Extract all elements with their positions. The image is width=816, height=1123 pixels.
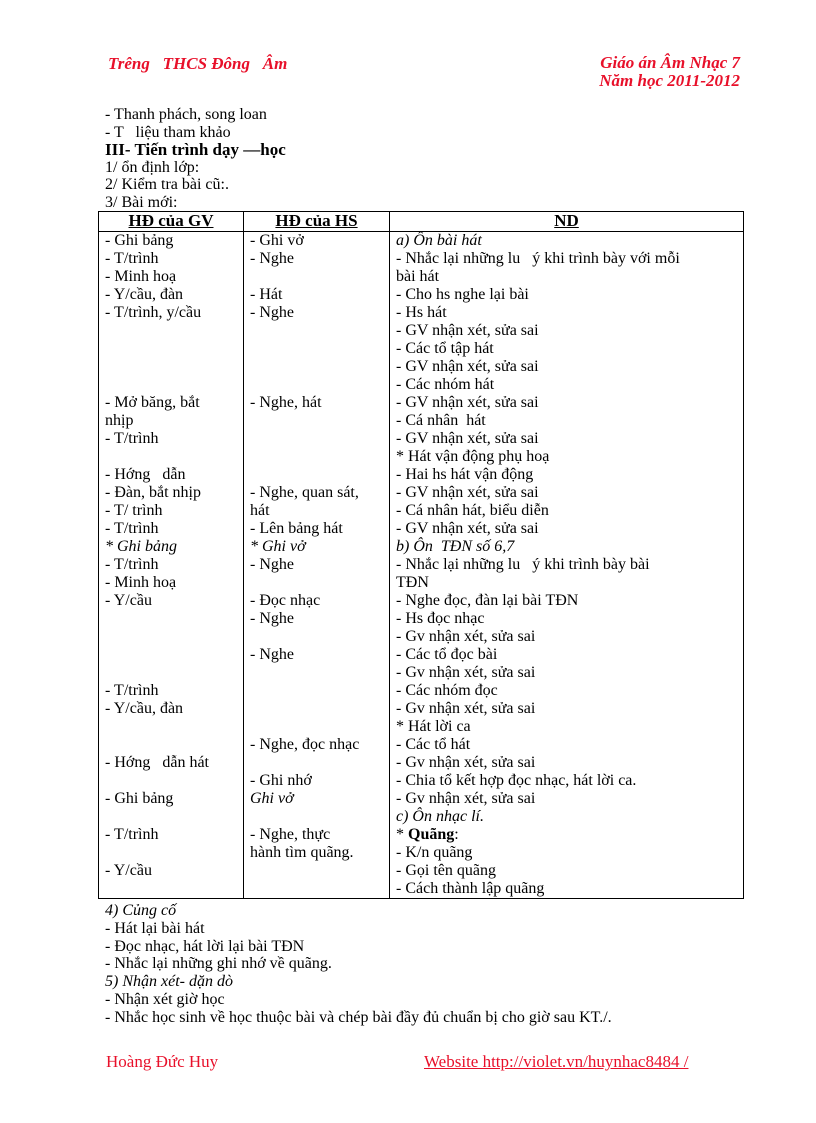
outro-heading: 4) Củng cố bbox=[105, 902, 177, 919]
intro-section bbox=[105, 106, 745, 212]
nd-cell-line: - GV nhận xét, sửa sai bbox=[396, 430, 539, 447]
intro-line: - Thanh phách, song loan bbox=[105, 106, 267, 123]
nd-cell-line: - K/n quãng bbox=[396, 844, 473, 861]
nd-cell-line: a) Ôn bài hát bbox=[396, 232, 482, 249]
hs-cell-line bbox=[250, 340, 389, 358]
nd-cell-line: bài hát bbox=[396, 268, 440, 285]
step-line: 3/ Bài mới: bbox=[105, 193, 178, 211]
gv-cell-line: - Minh hoạ bbox=[105, 574, 177, 591]
nd-cell-line: - GV nhận xét, sửa sai bbox=[396, 484, 539, 501]
hs-cell-line bbox=[250, 412, 389, 430]
hs-cell-line bbox=[250, 322, 389, 340]
nd-cell-line: - Các tổ hát bbox=[396, 736, 471, 753]
gv-cell-line bbox=[105, 808, 243, 826]
hs-cell-line: - Nghe bbox=[250, 250, 294, 267]
gv-cell-line: - Mở băng, bắt bbox=[105, 394, 200, 411]
outro-line: - Nhắc học sinh về học thuộc bài và chép bài đầy đủ chuẩn bị cho giờ sau KT./. bbox=[105, 1008, 612, 1026]
section-title: III- Tiến trình dạy —học bbox=[105, 140, 286, 160]
hs-cell-line bbox=[250, 430, 389, 448]
gv-cell-line: - T/trình bbox=[105, 826, 159, 843]
hs-cell-line: - Nghe bbox=[250, 556, 294, 573]
school-year: Năm học 2011-2012 bbox=[599, 71, 740, 90]
subject-title: Giáo án Âm Nhạc 7 bbox=[600, 53, 740, 72]
gv-cell-line bbox=[105, 322, 243, 340]
hs-cell-line: - Nghe, thực bbox=[250, 826, 331, 843]
intro-line: - T liệu tham khảo bbox=[105, 123, 231, 141]
school-name: Trêng THCS Đông Âm bbox=[108, 54, 288, 73]
gv-cell-line bbox=[105, 340, 243, 358]
header-hs: HĐ của HS bbox=[244, 212, 390, 232]
hs-cell-line bbox=[250, 880, 389, 898]
hs-cell-line: - Lên bảng hát bbox=[250, 520, 343, 537]
hs-cell-line: - Đọc nhạc bbox=[250, 592, 321, 609]
nd-cell-line: - Cá nhân hát, biểu diễn bbox=[396, 502, 549, 519]
hs-cell-line: - Nghe, quan sát, bbox=[250, 484, 359, 501]
author-name: Hoàng Đức Huy bbox=[106, 1052, 219, 1071]
gv-cell-line: - T/trình bbox=[105, 430, 159, 447]
gv-cell-line: * Ghi bảng bbox=[105, 538, 177, 555]
hs-cell-line: - Nghe bbox=[250, 610, 294, 627]
gv-cell-line: - T/trình bbox=[105, 520, 159, 537]
gv-cell-line: - Hớng dẫn bbox=[105, 466, 186, 483]
nd-cell-line: - Gọi tên quãng bbox=[396, 862, 496, 879]
hs-cell-line bbox=[250, 682, 389, 700]
outro-line: - Nhắc lại những ghi nhớ về quãng. bbox=[105, 955, 332, 973]
step-line: 2/ Kiểm tra bài cũ:. bbox=[105, 176, 229, 194]
nd-cell-line: - Các tổ tập hát bbox=[396, 340, 494, 357]
outro-line: - Hát lại bài hát bbox=[105, 919, 205, 937]
gv-cell-line bbox=[105, 610, 243, 628]
outro-section bbox=[105, 902, 745, 1027]
nd-cell-line: - Nghe đọc, đàn lại bài TĐN bbox=[396, 592, 579, 609]
nd-cell-line: - Chia tổ kết hợp đọc nhạc, hát lời ca. bbox=[396, 772, 637, 789]
document-heading bbox=[599, 54, 740, 90]
hs-cell-line bbox=[250, 664, 389, 682]
nd-cell-line: - Các nhóm đọc bbox=[396, 682, 498, 699]
nd-cell-line: - Hai hs hát vận động bbox=[396, 466, 534, 483]
gv-cell-line: - Minh hoạ bbox=[105, 268, 177, 285]
nd-cell-line: - GV nhận xét, sửa sai bbox=[396, 358, 539, 375]
nd-cell-line: - Gv nhận xét, sửa sai bbox=[396, 700, 536, 717]
gv-cell-line: - Y/cầu, đàn bbox=[105, 700, 184, 717]
nd-column bbox=[390, 232, 744, 899]
gv-cell-line bbox=[105, 358, 243, 376]
hs-cell-line bbox=[250, 754, 389, 772]
nd-cell-line: - Các nhóm hát bbox=[396, 376, 495, 393]
header-gv: HĐ của GV bbox=[99, 212, 244, 232]
nd-cell-line: - Cá nhân hát bbox=[396, 412, 486, 429]
gv-cell-line: - Ghi bảng bbox=[105, 790, 174, 807]
gv-cell-line bbox=[105, 880, 243, 898]
gv-cell-line: - Hớng dẫn hát bbox=[105, 754, 209, 771]
nd-cell-line: - Cho hs nghe lại bài bbox=[396, 286, 529, 303]
hs-cell-line: - Nghe bbox=[250, 646, 294, 663]
gv-cell-line bbox=[105, 736, 243, 754]
hs-cell-line bbox=[250, 358, 389, 376]
outro-heading: 5) Nhận xét- dặn dò bbox=[105, 973, 233, 991]
nd-cell-line: - Gv nhận xét, sửa sai bbox=[396, 628, 536, 645]
nd-cell-line: - Gv nhận xét, sửa sai bbox=[396, 664, 536, 681]
gv-cell-line bbox=[105, 772, 243, 790]
hs-cell-line: - Hát bbox=[250, 286, 283, 303]
nd-cell-line: - Các tổ đọc bài bbox=[396, 646, 498, 663]
table-header-row bbox=[99, 212, 744, 232]
table-body-row bbox=[99, 232, 744, 899]
nd-cell-line: * Quãng: bbox=[396, 826, 459, 843]
hs-cell-line: - Nghe, hát bbox=[250, 394, 322, 411]
gv-cell-line: - T/trình bbox=[105, 250, 159, 267]
hs-cell-line bbox=[250, 700, 389, 718]
outro-line: - Nhận xét giờ học bbox=[105, 990, 225, 1008]
hs-cell-line bbox=[250, 808, 389, 826]
hs-cell-line bbox=[250, 376, 389, 394]
nd-cell-line: b) Ôn TĐN số 6,7 bbox=[396, 538, 515, 555]
hs-cell-line: - Nghe, đọc nhạc bbox=[250, 736, 360, 753]
hs-cell-line: hành tìm quãng. bbox=[250, 844, 354, 861]
nd-cell-line: - Nhắc lại những lu ý khi trình bày với mỗi bbox=[396, 250, 680, 267]
hs-cell-line bbox=[250, 574, 389, 592]
nd-cell-line: - Gv nhận xét, sửa sai bbox=[396, 754, 536, 771]
gv-cell-line: - Y/cầu, đàn bbox=[105, 286, 184, 303]
hs-cell-line: - Ghi nhớ bbox=[250, 772, 312, 789]
gv-cell-line bbox=[105, 628, 243, 646]
gv-cell-line: - T/trình, y/cầu bbox=[105, 304, 202, 321]
nd-cell-line: - Cách thành lập quãng bbox=[396, 880, 545, 897]
nd-cell-line: c) Ôn nhạc lí. bbox=[396, 808, 484, 825]
hs-cell-line: - Nghe bbox=[250, 304, 294, 321]
nd-cell-line: - GV nhận xét, sửa sai bbox=[396, 394, 539, 411]
quang-bold: Quãng bbox=[408, 826, 455, 843]
website-link[interactable]: Website http://violet.vn/huynhac8484 / bbox=[424, 1052, 689, 1071]
outro-line: - Đọc nhạc, hát lời lại bài TĐN bbox=[105, 937, 305, 955]
gv-cell-line bbox=[105, 718, 243, 736]
gv-cell-line: - T/trình bbox=[105, 682, 159, 699]
gv-cell-line: - T/trình bbox=[105, 556, 159, 573]
nd-cell-line: - GV nhận xét, sửa sai bbox=[396, 322, 539, 339]
hs-column bbox=[244, 232, 390, 899]
gv-cell-line bbox=[105, 448, 243, 466]
hs-cell-line bbox=[250, 862, 389, 880]
hs-cell-line: Ghi vở bbox=[250, 790, 294, 807]
gv-column bbox=[99, 232, 244, 899]
nd-cell-line: - Hs hát bbox=[396, 304, 447, 321]
nd-cell-line: TĐN bbox=[396, 574, 429, 591]
gv-cell-line bbox=[105, 844, 243, 862]
hs-cell-line: - Ghi vở bbox=[250, 232, 304, 249]
hs-cell-line: * Ghi vở bbox=[250, 538, 306, 555]
hs-cell-line bbox=[250, 718, 389, 736]
hs-cell-line bbox=[250, 628, 389, 646]
nd-cell-line: - Gv nhận xét, sửa sai bbox=[396, 790, 536, 807]
hs-cell-line bbox=[250, 268, 389, 286]
step-line: 1/ ổn định lớp: bbox=[105, 158, 200, 176]
nd-cell-line: * Hát lời ca bbox=[396, 718, 471, 735]
gv-cell-line bbox=[105, 664, 243, 682]
gv-cell-line: nhịp bbox=[105, 412, 134, 429]
hs-cell-line bbox=[250, 448, 389, 466]
lesson-table bbox=[98, 211, 744, 899]
header-nd: ND bbox=[390, 212, 744, 232]
hs-cell-line: hát bbox=[250, 502, 270, 519]
gv-cell-line: - T/ trình bbox=[105, 502, 163, 519]
gv-cell-line: - Y/cầu bbox=[105, 862, 152, 879]
gv-cell-line bbox=[105, 646, 243, 664]
gv-cell-line: - Y/cầu bbox=[105, 592, 152, 609]
nd-cell-line: - GV nhận xét, sửa sai bbox=[396, 520, 539, 537]
gv-cell-line: - Ghi bảng bbox=[105, 232, 174, 249]
nd-cell-line: - Nhắc lại những lu ý khi trình bày bài bbox=[396, 556, 650, 573]
nd-cell-line: * Hát vận động phụ hoạ bbox=[396, 448, 550, 465]
gv-cell-line: - Đàn, bắt nhịp bbox=[105, 484, 201, 501]
hs-cell-line bbox=[250, 466, 389, 484]
gv-cell-line bbox=[105, 376, 243, 394]
nd-cell-line: - Hs đọc nhạc bbox=[396, 610, 485, 627]
